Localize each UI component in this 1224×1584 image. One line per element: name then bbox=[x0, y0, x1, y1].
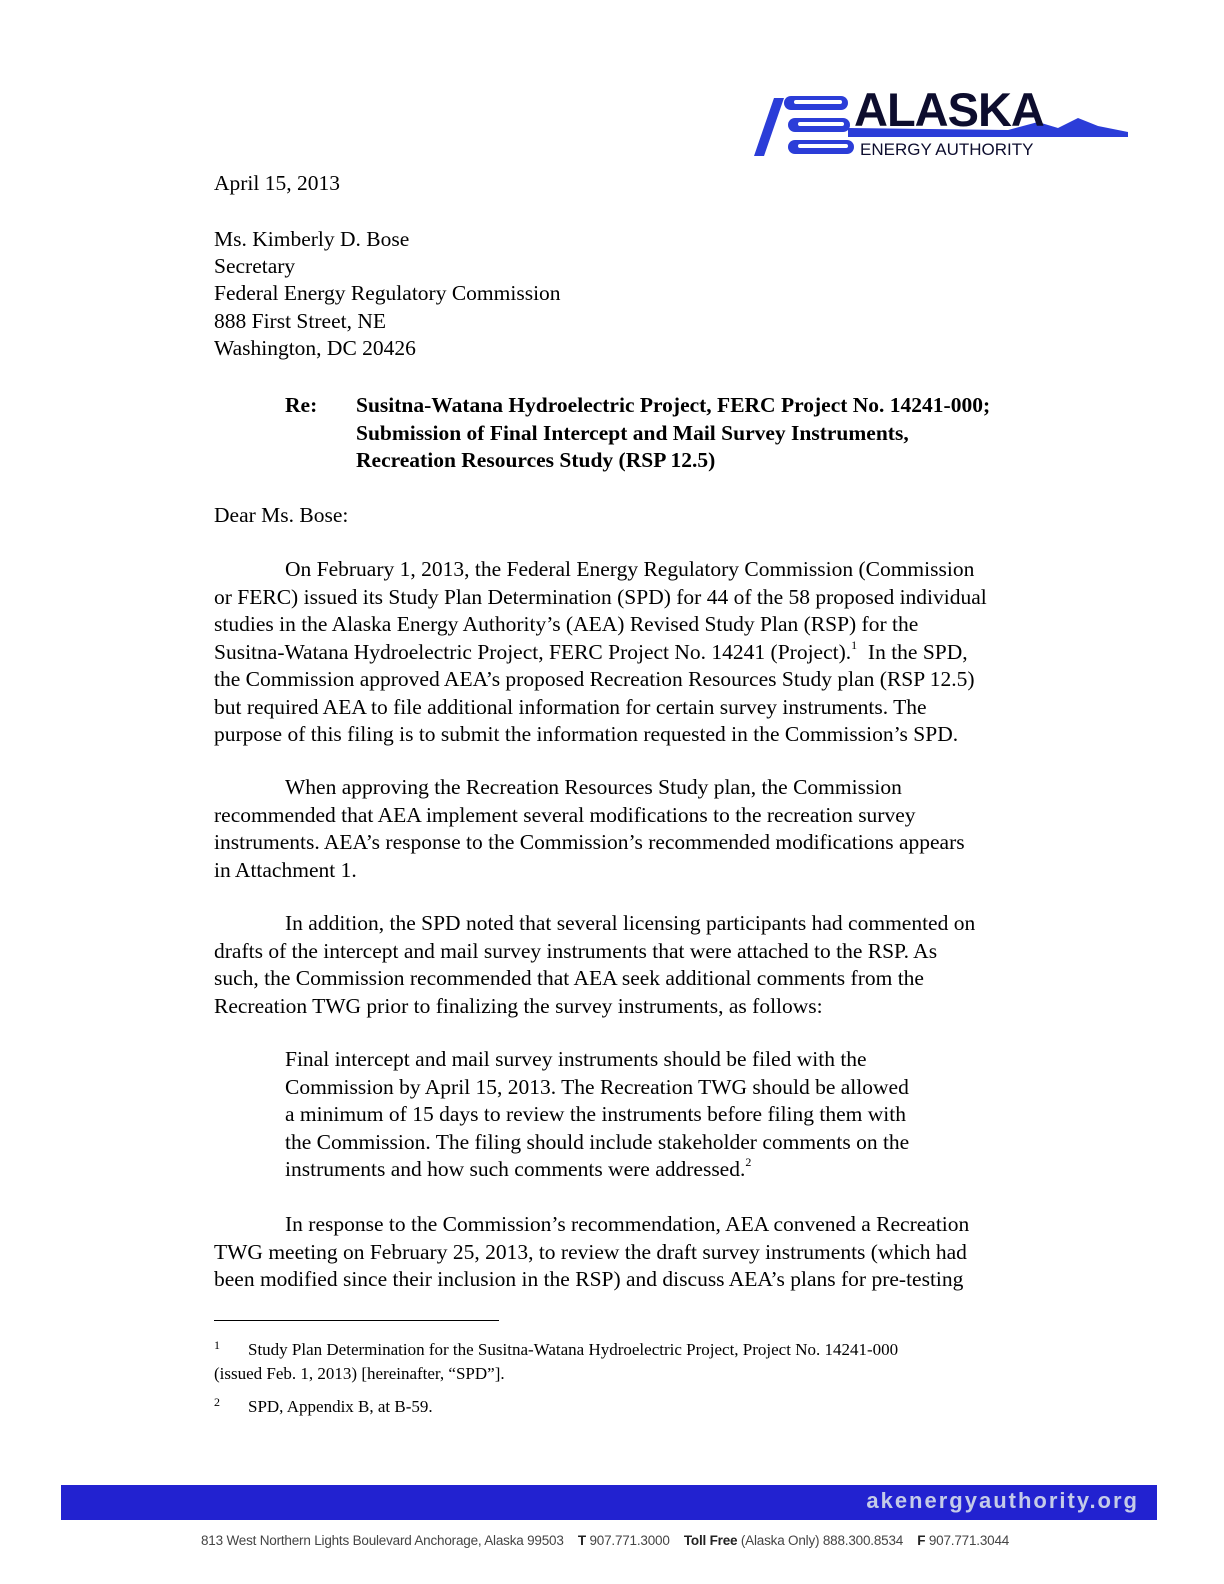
logo-subtitle: ENERGY AUTHORITY bbox=[860, 140, 1034, 159]
footnote-line bbox=[214, 1390, 433, 1419]
paragraph-line: or FERC) issued its Study Plan Determination (SPD) for 44 of the 58 proposed individual bbox=[214, 584, 987, 609]
footnote-divider bbox=[214, 1320, 499, 1321]
footer-tollfree-label: Toll Free bbox=[683, 1533, 738, 1548]
quote-line: the Commission. The filing should include stakeholder comments on the bbox=[285, 1129, 910, 1154]
recipient-name: Ms. Kimberly D. Bose bbox=[214, 227, 410, 251]
quote-text: instruments and how such comments were addressed. bbox=[285, 1157, 746, 1181]
quote-line: Commission by April 15, 2013. The Recreation TWG should be allowed bbox=[285, 1074, 909, 1099]
body-paragraph-1 bbox=[214, 556, 987, 749]
paragraph-line: such, the Commission recommended that AEA seek additional comments from the bbox=[214, 966, 924, 990]
paragraph-line: In response to the Commission’s recommendation, AEA convened a Recreation bbox=[285, 1212, 970, 1236]
paragraph-line: studies in the Alaska Energy Authority’s (AEA) Revised Study Plan (RSP) for the bbox=[214, 612, 919, 636]
paragraph-line: instruments. AEA’s response to the Commission’s recommended modifications appears bbox=[214, 830, 965, 854]
footnote-ref-2[interactable]: 2 bbox=[745, 1155, 752, 1169]
paragraph-line: Recreation TWG prior to finalizing the survey instruments, as follows: bbox=[214, 993, 823, 1018]
footnote-number: 2 bbox=[214, 1395, 220, 1409]
footnote-ref-1[interactable]: 1 bbox=[851, 637, 858, 652]
paragraph-text: In the SPD, bbox=[857, 639, 968, 664]
body-paragraph-3 bbox=[214, 910, 975, 1020]
paragraph-text: Susitna-Watana Hydroelectric Project, FERC Project No. 14241 (Project). bbox=[214, 639, 852, 664]
footnote-number: 1 bbox=[214, 1338, 220, 1352]
footer-address: 813 West Northern Lights Boulevard Anchorage, Alaska 99503 bbox=[201, 1533, 564, 1548]
subject-line: Recreation Resources Study (RSP 12.5) bbox=[356, 448, 716, 472]
subject-line: Susitna-Watana Hydroelectric Project, FERC Project No. 14241-000; bbox=[356, 393, 991, 417]
paragraph-line: In addition, the SPD noted that several licensing participants had commented on bbox=[285, 911, 976, 935]
footnote-line bbox=[214, 1333, 898, 1362]
quote-line bbox=[285, 1156, 1005, 1184]
subject-label: Re: bbox=[285, 393, 318, 417]
footnote-2 bbox=[214, 1390, 433, 1419]
footnote-text: Study Plan Determination for the Susitna-Watana Hydroelectric Project, Project No. 14241-000 bbox=[248, 1340, 899, 1359]
paragraph-line: When approving the Recreation Resources Study plan, the Commission bbox=[285, 775, 902, 799]
letter-date: April 15, 2013 bbox=[214, 171, 341, 195]
logo-wordmark: ALASKA bbox=[854, 83, 1044, 136]
recipient-org: Federal Energy Regulatory Commission bbox=[214, 281, 561, 305]
recipient-city: Washington, DC 20426 bbox=[214, 336, 416, 360]
paragraph-line: drafts of the intercept and mail survey instruments that were attached to the RSP. As bbox=[214, 938, 938, 963]
salutation: Dear Ms. Bose: bbox=[214, 503, 349, 527]
subject-text bbox=[356, 392, 990, 475]
footnote-1 bbox=[214, 1333, 898, 1386]
footer-phone-label: T bbox=[577, 1533, 586, 1548]
footer-tollfree: 888.300.8534 bbox=[822, 1533, 904, 1548]
paragraph-line: TWG meeting on February 25, 2013, to review the draft survey instruments (which had bbox=[214, 1239, 967, 1264]
paragraph-line: the Commission approved AEA’s proposed Recreation Resources Study plan (RSP 12.5) bbox=[214, 667, 975, 691]
paragraph-line bbox=[214, 639, 987, 667]
subject-line: Submission of Final Intercept and Mail Survey Instruments, bbox=[356, 420, 909, 445]
footer-website-link[interactable]: akenergyauthority.org bbox=[866, 1488, 1139, 1513]
footer-tollfree-note: (Alaska Only) bbox=[740, 1533, 820, 1548]
paragraph-line: in Attachment 1. bbox=[214, 857, 357, 882]
paragraph-line: recommended that AEA implement several modifications to the recreation survey bbox=[214, 802, 916, 827]
quote-line: a minimum of 15 days to review the instruments before filing them with bbox=[285, 1102, 906, 1126]
paragraph-line: been modified since their inclusion in the RSP) and discuss AEA’s plans for pre-testing bbox=[214, 1267, 964, 1291]
body-paragraph-2 bbox=[214, 774, 965, 884]
footer-fax-label: F bbox=[917, 1533, 926, 1548]
block-quote bbox=[285, 1046, 1005, 1184]
footer-contact-line bbox=[201, 1533, 1009, 1548]
paragraph-line: but required AEA to file additional information for certain survey instruments. The bbox=[214, 694, 927, 719]
aea-logo bbox=[748, 83, 1128, 162]
footer-bar bbox=[61, 1485, 1157, 1520]
quote-line: Final intercept and mail survey instruments should be filed with the bbox=[285, 1047, 867, 1071]
footer-fax: 907.771.3044 bbox=[928, 1533, 1010, 1548]
footnote-text: SPD, Appendix B, at B-59. bbox=[248, 1397, 433, 1416]
body-paragraph-4 bbox=[214, 1211, 969, 1294]
recipient-street: 888 First Street, NE bbox=[214, 309, 386, 333]
recipient-title: Secretary bbox=[214, 254, 296, 278]
paragraph-line: On February 1, 2013, the Federal Energy Regulatory Commission (Commission bbox=[285, 557, 975, 581]
paragraph-line: purpose of this filing is to submit the information requested in the Commission’s SPD. bbox=[214, 722, 959, 746]
footnote-line: (issued Feb. 1, 2013) [hereinafter, “SPD”]. bbox=[214, 1364, 505, 1383]
footer-phone: 907.771.3000 bbox=[589, 1533, 670, 1548]
